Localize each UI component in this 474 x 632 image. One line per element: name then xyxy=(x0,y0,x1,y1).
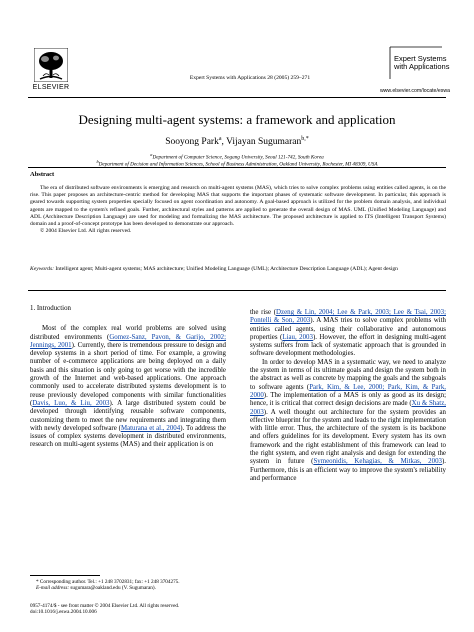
journal-url-link[interactable]: www.elsevier.com/locate/eswa xyxy=(379,88,450,94)
text-span: In order to develop MAS in a systematic way, we need to analyze the system in terms of its ultimate goals and design the system both in the abstract as well as concrete by mapping the goals and the subgoals to software agents ( xyxy=(250,358,446,391)
left-column xyxy=(30,305,226,450)
text-span: ). Currently, there is tremendous pressure to design and develop systems in a short period of time. For example, a growing number of e-commerce applications are being deployed on a daily basis and this situation is only going to get worse with the incredible growth of the Internet and web-based applications. One approach commonly used to accelerate distributed systems development is to reuse previously developed components with similar functionalities ( xyxy=(30,341,226,407)
citation-link[interactable]: Park, Kim, & Lee, 2000; Park, Kim, & Park, 2000 xyxy=(250,383,446,399)
keywords-list: Intelligent agent; Multi-agent systems; MAS architecture; Unified Modeling Language (UML); Architecture Description Language (ADL); Agent design xyxy=(54,266,398,272)
email-address[interactable]: sugumara@oakland.edu (V. Sugumaran). xyxy=(69,585,156,592)
text-span: ). A well thought out architecture for the system provides an effective blueprint for the system and leads to the right implementation with little error. Thus, the architecture of the system is its backbone and offers guidelines for its development. Every system has its own framework and the right establishment of this framework can lead to the right system, and even right analysis and design for extending the system in future ( xyxy=(250,408,446,466)
right-column xyxy=(250,309,446,483)
author-2: , Vijayan Sugumaran xyxy=(221,137,302,148)
elsevier-tree-icon xyxy=(34,48,68,82)
affiliation-b-mark: b xyxy=(96,159,99,164)
affiliation-a-mark: a xyxy=(150,152,153,157)
publisher-name: ELSEVIER xyxy=(32,84,70,91)
header-rule xyxy=(28,97,446,98)
abstract-paragraph: The era of distributed software environments is emerging and research on multi-agent systems (MAS), which tries to solve complex problems using entities called agents, is on the rise. This paper proposes an architecture-centric method for developing MAS that supports the important phases of systematic software development. In particular, this approach is geared towards supporting system properties specially focused on agent coordination and autonomy. A goal-based approach is utilized for the problem domain analysis, and individual agents are mapped to the system's refined goals. Further, architectural styles and patterns are applied to generate the overall design of MAS. UML (Unified Modeling Language) and ADL (Architecture Description Language) are used for modeling and formalizing the MAS architecture. The proposed architecture is applied to ITS (Intelligent Transport Systems) domain and a proof-of-concept prototype has been developed to demonstrate our approach. xyxy=(30,185,446,228)
citation-link[interactable]: Dzeng & Lin, 2004; Lee & Park, 2003; Lee & Tsai, 2003; Pontelli & Son, 2003 xyxy=(250,309,446,325)
citation-link[interactable]: Gomez-Sanz, Pavon, & Garijo, 2002; Jennings, 2001 xyxy=(30,333,226,349)
text-span: the rise ( xyxy=(250,309,277,316)
keywords-label: Keywords: xyxy=(30,266,55,272)
journal-title-line-1: Expert Systems xyxy=(394,54,447,63)
section-heading: 1. Introduction xyxy=(30,305,71,312)
issn-line: 0957-4174/$ - see front matter © 2004 Elsevier Ltd. All rights reserved. xyxy=(30,603,180,609)
citation-link[interactable]: Maturana et al., 2004 xyxy=(120,424,181,432)
text-span: ). A MAS tries to solve complex problems with entities called agents, using their collaborative and autonomous properties ( xyxy=(250,317,446,341)
citation-link[interactable]: Liau, 2003 xyxy=(282,333,313,341)
corresponding-author: * Corresponding author. Tel.: +1 248 3702831; fax: +1 248 3704275. xyxy=(36,579,180,585)
citation-link[interactable]: Symeonidis, Kehagias, & Mitkas, 2003 xyxy=(313,458,442,466)
text-span: ). The implementation of a MAS is only as good as its design; hence, it is critical that correct design decisions are made ( xyxy=(250,391,446,408)
affiliation-b-text: Department of Decision and Information Sciences, School of Business Administration, Oakland University, Rochester, MI 48309, USA xyxy=(98,161,378,168)
author-list xyxy=(30,136,444,147)
intro-paragraph-2 xyxy=(250,359,446,483)
doi-line[interactable]: doi:10.1016/j.eswa.2004.10.006 xyxy=(30,609,97,616)
elsevier-logo xyxy=(30,48,72,94)
abstract-rule xyxy=(28,290,446,291)
intro-paragraph-1-cont xyxy=(250,309,446,359)
article-title: Designing multi-agent systems: a framework and application xyxy=(78,112,396,127)
keywords xyxy=(30,266,446,273)
journal-reference: Expert Systems with Applications 28 (2005) 259–271 xyxy=(189,75,311,81)
citation-link[interactable]: Davis, Luo, & Liu, 2003 xyxy=(32,399,110,407)
footnote-rule xyxy=(30,575,100,576)
text-span: ). A large distributed system could be developed through identifying reusable software components, customizing them to meet the new requirements and integrating them with newly developed software ( xyxy=(30,399,226,432)
title-rule xyxy=(28,167,446,168)
journal-title xyxy=(394,55,450,71)
author-1: Sooyong Park xyxy=(165,137,219,148)
abstract-body xyxy=(30,185,446,235)
affiliation-a-text: Department of Computer Science, Sogang University, Seoul 121-742, South Korea xyxy=(152,154,324,161)
author-2-affiliation-mark[interactable]: b,* xyxy=(301,136,309,142)
text-span: ). However, the effort in designing multi-agent systems suffers from lack of systematic approach that is grounded in software development methodologies. xyxy=(250,333,446,358)
journal-title-line-2: with Applications xyxy=(394,62,450,71)
footnote xyxy=(30,575,226,592)
abstract-heading: Abstract xyxy=(30,171,55,178)
email-label: E-mail address: xyxy=(36,585,70,592)
text-span: Most of the complex real world problems are solved using distributed environments ( xyxy=(30,325,226,341)
issn-block xyxy=(30,603,290,616)
abstract-copyright: © 2004 Elsevier Ltd. All rights reserved. xyxy=(40,228,132,235)
email-line xyxy=(30,585,226,591)
intro-paragraph-1 xyxy=(30,325,226,449)
author-1-affiliation-mark: a xyxy=(218,136,222,142)
text-span: ). Furthermore, this is an efficient way to improve the system's reliability and performance xyxy=(250,458,446,482)
text-span: ). To address the issues of complex systems development in distributed environments, research on multi-agent systems (MAS) and their application is on xyxy=(30,424,226,449)
citation-link[interactable]: Xu & Shatz, 2003 xyxy=(250,400,446,416)
